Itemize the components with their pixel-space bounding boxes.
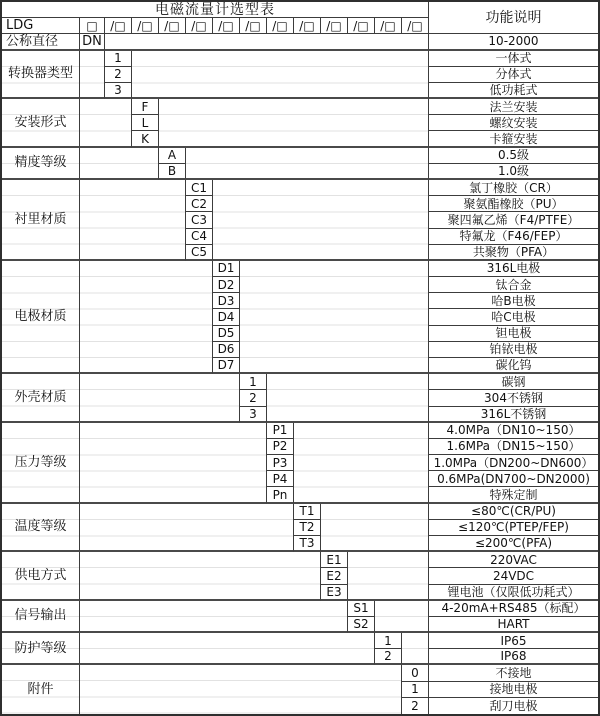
option-code: 0	[402, 665, 429, 681]
section-gap-left	[80, 633, 375, 665]
section-gap-right	[213, 180, 429, 261]
section-gap-left	[80, 51, 105, 100]
section-label: 附件	[2, 665, 80, 714]
section-gap-right	[132, 51, 429, 100]
option-code: B	[159, 164, 186, 180]
section-label: 电极材质	[2, 261, 80, 374]
option-desc: 低功耗式	[429, 83, 598, 99]
option-code: D3	[213, 293, 240, 309]
model-prefix: LDG	[2, 18, 80, 34]
option-desc: 哈B电极	[429, 293, 598, 309]
model-slot: /□	[132, 18, 159, 34]
section-gap-left	[80, 504, 294, 553]
option-code: T3	[294, 536, 321, 552]
option-desc: 304不锈钢	[429, 390, 598, 406]
option-desc: 0.6MPa(DN700~DN2000)	[429, 471, 598, 487]
option-code: 2	[105, 67, 132, 83]
option-desc: HART	[429, 617, 598, 633]
section-gap-right	[240, 261, 429, 374]
model-slot: /□	[159, 18, 186, 34]
option-code: 1	[402, 682, 429, 698]
model-slot: /□	[375, 18, 402, 34]
section-gap-right	[186, 148, 429, 180]
section-label: 精度等级	[2, 148, 80, 180]
option-desc: 1.0级	[429, 164, 598, 180]
option-code: 2	[402, 698, 429, 714]
option-code: T1	[294, 504, 321, 520]
section-gap-right	[159, 99, 429, 148]
section-label: 衬里材质	[2, 180, 80, 261]
option-desc: IP68	[429, 649, 598, 665]
option-code: 1	[105, 51, 132, 67]
section-label: 转换器类型	[2, 51, 80, 100]
option-desc: 0.5级	[429, 148, 598, 164]
option-code: P1	[267, 423, 294, 439]
option-code: 3	[105, 83, 132, 99]
option-desc: 聚四氟乙烯（F4/PTFE）	[429, 212, 598, 228]
option-code: L	[132, 115, 159, 131]
option-desc: 钽电极	[429, 326, 598, 342]
option-code: D7	[213, 358, 240, 374]
option-code: 3	[240, 407, 267, 423]
option-desc: 1.6MPa（DN15~150）	[429, 439, 598, 455]
section-gap-right	[402, 633, 429, 665]
option-desc: 共聚物（PFA）	[429, 245, 598, 261]
model-slot: /□	[105, 18, 132, 34]
option-code: P3	[267, 455, 294, 471]
option-code: C4	[186, 229, 213, 245]
section-gap-left	[80, 148, 159, 180]
model-slot: /□	[321, 18, 348, 34]
section-gap-left	[80, 374, 240, 423]
option-code: P2	[267, 439, 294, 455]
diameter-desc: 10-2000	[429, 34, 598, 50]
section-label: 防护等级	[2, 633, 80, 665]
option-code: A	[159, 148, 186, 164]
option-desc: 卡箍安装	[429, 131, 598, 147]
option-desc: IP65	[429, 633, 598, 649]
option-code: C1	[186, 180, 213, 196]
diameter-code: DN	[80, 34, 105, 50]
section-label: 温度等级	[2, 504, 80, 553]
section-gap-left	[80, 99, 132, 148]
option-desc: 特氟龙（F46/FEP）	[429, 229, 598, 245]
model-slot: /□	[186, 18, 213, 34]
option-code: S2	[348, 617, 375, 633]
option-desc: 一体式	[429, 51, 598, 67]
option-code: F	[132, 99, 159, 115]
section-label: 信号输出	[2, 601, 80, 633]
option-code: D4	[213, 309, 240, 325]
option-desc: 4.0MPa（DN10~150）	[429, 423, 598, 439]
option-code: E3	[321, 585, 348, 601]
section-gap-right	[348, 552, 429, 601]
section-label: 安装形式	[2, 99, 80, 148]
section-gap-left	[80, 180, 186, 261]
model-slot: /□	[294, 18, 321, 34]
option-code: 1	[375, 633, 402, 649]
option-desc: 特殊定制	[429, 487, 598, 503]
option-desc: 1.0MPa（DN200~DN600）	[429, 455, 598, 471]
diameter-gap	[105, 34, 429, 50]
section-label: 压力等级	[2, 423, 80, 504]
option-desc: ≤80℃(CR/PU)	[429, 504, 598, 520]
option-code: Pn	[267, 487, 294, 503]
option-desc: 220VAC	[429, 552, 598, 568]
section-gap-left	[80, 552, 321, 601]
option-desc: 钛合金	[429, 277, 598, 293]
option-code: E1	[321, 552, 348, 568]
option-desc: 24VDC	[429, 568, 598, 584]
option-code: D2	[213, 277, 240, 293]
function-column-header: 功能说明	[429, 2, 598, 34]
section-gap-left	[80, 261, 213, 374]
option-code: C2	[186, 196, 213, 212]
option-desc: 4-20mA+RS485（标配）	[429, 601, 598, 617]
option-desc: ≤200℃(PFA)	[429, 536, 598, 552]
option-desc: 不接地	[429, 665, 598, 681]
section-gap-right	[267, 374, 429, 423]
option-code: 1	[240, 374, 267, 390]
option-desc: 铂铱电极	[429, 342, 598, 358]
option-desc: 螺纹安装	[429, 115, 598, 131]
section-gap-right	[294, 423, 429, 504]
option-code: C5	[186, 245, 213, 261]
diameter-label: 公称直径	[2, 34, 80, 50]
option-desc: 法兰安装	[429, 99, 598, 115]
option-code: T2	[294, 520, 321, 536]
option-desc: 氯丁橡胶（CR）	[429, 180, 598, 196]
option-desc: 锂电池（仅限低功耗式）	[429, 585, 598, 601]
option-code: C3	[186, 212, 213, 228]
table-title: 电磁流量计选型表	[2, 2, 429, 18]
model-first-box: □	[80, 18, 105, 34]
section-label: 外壳材质	[2, 374, 80, 423]
model-slot: /□	[267, 18, 294, 34]
option-desc: 碳化钨	[429, 358, 598, 374]
option-code: D5	[213, 326, 240, 342]
option-desc: 316L电极	[429, 261, 598, 277]
section-gap-left	[80, 423, 267, 504]
section-gap-left	[80, 601, 348, 633]
option-desc: 分体式	[429, 67, 598, 83]
option-desc: 聚氨酯橡胶（PU）	[429, 196, 598, 212]
model-slot: /□	[402, 18, 429, 34]
option-code: P4	[267, 471, 294, 487]
option-code: D1	[213, 261, 240, 277]
option-desc: 哈C电极	[429, 309, 598, 325]
option-code: 2	[375, 649, 402, 665]
option-code: 2	[240, 390, 267, 406]
option-code: S1	[348, 601, 375, 617]
section-gap-right	[321, 504, 429, 553]
model-slot: /□	[348, 18, 375, 34]
model-slot: /□	[240, 18, 267, 34]
option-desc: 接地电极	[429, 682, 598, 698]
option-code: D6	[213, 342, 240, 358]
option-desc: 碳钢	[429, 374, 598, 390]
option-code: E2	[321, 568, 348, 584]
section-gap-left	[80, 665, 402, 714]
option-desc: 刮刀电极	[489, 698, 538, 713]
option-desc: ≤120℃(PTEP/FEP)	[429, 520, 598, 536]
section-gap-right	[375, 601, 429, 633]
option-code: K	[132, 131, 159, 147]
section-label: 供电方式	[2, 552, 80, 601]
model-slot: /□	[213, 18, 240, 34]
option-desc: 316L不锈钢	[429, 407, 598, 423]
